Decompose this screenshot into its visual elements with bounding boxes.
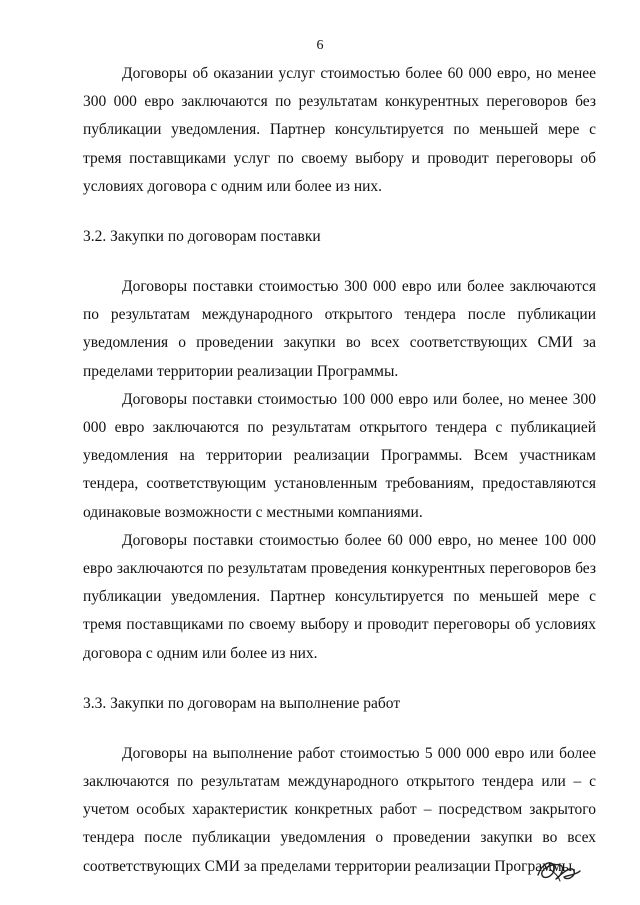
page-number: 6 [316,38,324,53]
spacer [83,718,596,740]
paragraph-services-contracts: Договоры об оказании услуг стоимостью более 60 000 евро, но менее 300 000 евро заключаются по результатам конкурентных переговоров без публикации уведомления. Партнер консультируется по меньшей мере с тремя поставщиками услуг по своему выбору и проводит переговоры об условиях договора с одним или более из них. [83,65,596,195]
spacer [83,668,596,690]
paragraph-works-tender: Договоры на выполнение работ стоимостью 5 000 000 евро или более заключаются по результатам международного открытого тендера или – с учетом особых характеристик конкретных работ – посредством закрытого тендера после публикации уведомления о проведении закупки во всех соответствующих СМИ за пределами территории реализации Программы. [83,744,596,875]
document-body [83,60,596,881]
spacer [83,251,596,273]
handwritten-signature-icon [530,845,586,889]
spacer [83,201,596,223]
paragraph-supply-negotiations: Договоры поставки стоимостью более 60 000 евро, но менее 100 000 евро заключаются по результатам проведения конкурентных переговоров без публикации уведомления. Партнер консультируется по меньшей мере с тремя поставщиками по своему выбору и проводит переговоры об условиях договора с одним или более из них. [83,531,596,662]
paragraph-supply-international-tender: Договоры поставки стоимостью 300 000 евро или более заключаются по результатам международного открытого тендера после публикации уведомления о проведении закупки во всех соответствующих СМИ за пределами территории реализации Программы. [83,278,596,380]
section-heading-supply-contracts: 3.2. Закупки по договорам поставки [83,228,321,246]
paragraph-supply-open-tender: Договоры поставки стоимостью 100 000 евро или более, но менее 300 000 евро заключаются по результатам открытого тендера с публикацией уведомления на территории реализации Программы. Всем участникам тендера, соответствующим установленным требованиям, предоставляются одинаковые возможности с местными компаниями. [83,390,596,521]
section-heading-works-contracts: 3.3. Закупки по договорам на выполнение работ [83,694,401,712]
